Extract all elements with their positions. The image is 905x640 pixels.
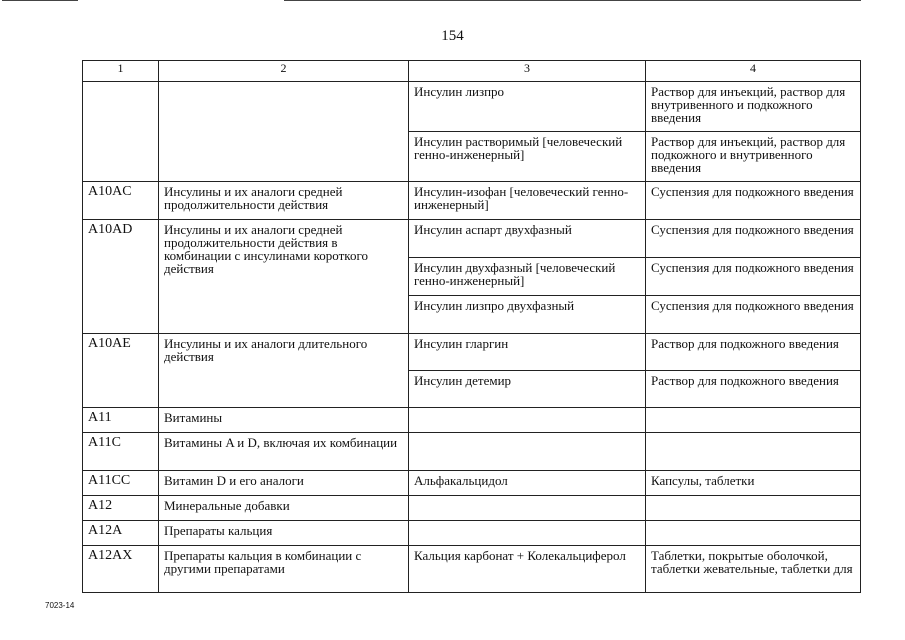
atc-code-cell: A10AE [83, 334, 159, 408]
column-header: 4 [646, 61, 861, 82]
dosage-form-cell [646, 408, 861, 433]
dosage-form-cell: Таблетки, покрытые оболочкой, таблетки жевательные, таблетки для [646, 546, 861, 593]
dosage-form-cell: Капсулы, таблетки [646, 471, 861, 496]
drug-name-cell: Инсулин гларгин [409, 334, 646, 371]
drug-name-cell: Инсулин-изофан [человеческий генно-инженерный] [409, 182, 646, 220]
dosage-form-cell: Суспензия для подкожного введения [646, 182, 861, 220]
table-row [83, 521, 861, 546]
dosage-form-cell: Суспензия для подкожного введения [646, 220, 861, 258]
drug-name-cell: Кальция карбонат + Колекальциферол [409, 546, 646, 593]
drug-name-cell: Инсулин двухфазный [человеческий генно-инженерный] [409, 258, 646, 296]
table-row [83, 220, 861, 258]
top-rule-left [2, 0, 78, 1]
dosage-form-cell: Раствор для подкожного введения [646, 334, 861, 371]
table-row [83, 433, 861, 471]
group-name-cell: Минеральные добавки [159, 496, 409, 521]
table-row [83, 334, 861, 371]
group-name-cell: Витамины A и D, включая их комбинации [159, 433, 409, 471]
table-row [83, 82, 861, 132]
dosage-form-cell [646, 496, 861, 521]
drug-name-cell: Инсулин детемир [409, 371, 646, 408]
group-name-cell: Инсулины и их аналоги средней продолжительности действия в комбинации с инсулинами короткого действия [159, 220, 409, 334]
drug-name-cell [409, 521, 646, 546]
group-name-cell: Препараты кальция в комбинации с другими препаратами [159, 546, 409, 593]
dosage-form-cell [646, 433, 861, 471]
dosage-form-cell: Суспензия для подкожного введения [646, 258, 861, 296]
group-name-cell [159, 82, 409, 182]
column-header: 2 [159, 61, 409, 82]
drug-name-cell [409, 496, 646, 521]
table-row [83, 546, 861, 593]
drug-name-cell: Инсулин лизпро [409, 82, 646, 132]
group-name-cell: Витамины [159, 408, 409, 433]
atc-code-cell: A10AC [83, 182, 159, 220]
atc-code-cell: A10AD [83, 220, 159, 334]
group-name-cell: Витамин D и его аналоги [159, 471, 409, 496]
atc-code-cell [83, 82, 159, 182]
column-header: 1 [83, 61, 159, 82]
header-row [83, 61, 861, 82]
table-row [83, 496, 861, 521]
table-row [83, 182, 861, 220]
drug-name-cell [409, 433, 646, 471]
table-row [83, 408, 861, 433]
atc-code-cell: A12A [83, 521, 159, 546]
dosage-form-cell [646, 521, 861, 546]
dosage-form-cell: Суспензия для подкожного введения [646, 296, 861, 334]
group-name-cell: Препараты кальция [159, 521, 409, 546]
dosage-form-cell: Раствор для инъекций, раствор для внутривенного и подкожного введения [646, 82, 861, 132]
atc-code-cell: A11C [83, 433, 159, 471]
atc-code-cell: A12AX [83, 546, 159, 593]
atc-code-cell: A11 [83, 408, 159, 433]
drug-name-cell: Инсулин растворимый [человеческий генно-инженерный] [409, 132, 646, 182]
drug-name-cell: Инсулин аспарт двухфазный [409, 220, 646, 258]
atc-code-cell: A11CC [83, 471, 159, 496]
page-number: 154 [441, 28, 464, 44]
drug-name-cell [409, 408, 646, 433]
group-name-cell: Инсулины и их аналоги длительного действия [159, 334, 409, 408]
dosage-form-cell: Раствор для подкожного введения [646, 371, 861, 408]
dosage-form-cell: Раствор для инъекций, раствор для подкожного и внутривенного введения [646, 132, 861, 182]
drug-name-cell: Инсулин лизпро двухфазный [409, 296, 646, 334]
footer-code: 7023-14 [45, 601, 75, 610]
drug-table [82, 60, 861, 593]
top-rule-right [284, 0, 861, 1]
column-header: 3 [409, 61, 646, 82]
drug-name-cell: Альфакальцидол [409, 471, 646, 496]
group-name-cell: Инсулины и их аналоги средней продолжительности действия [159, 182, 409, 220]
atc-code-cell: A12 [83, 496, 159, 521]
table-row [83, 471, 861, 496]
